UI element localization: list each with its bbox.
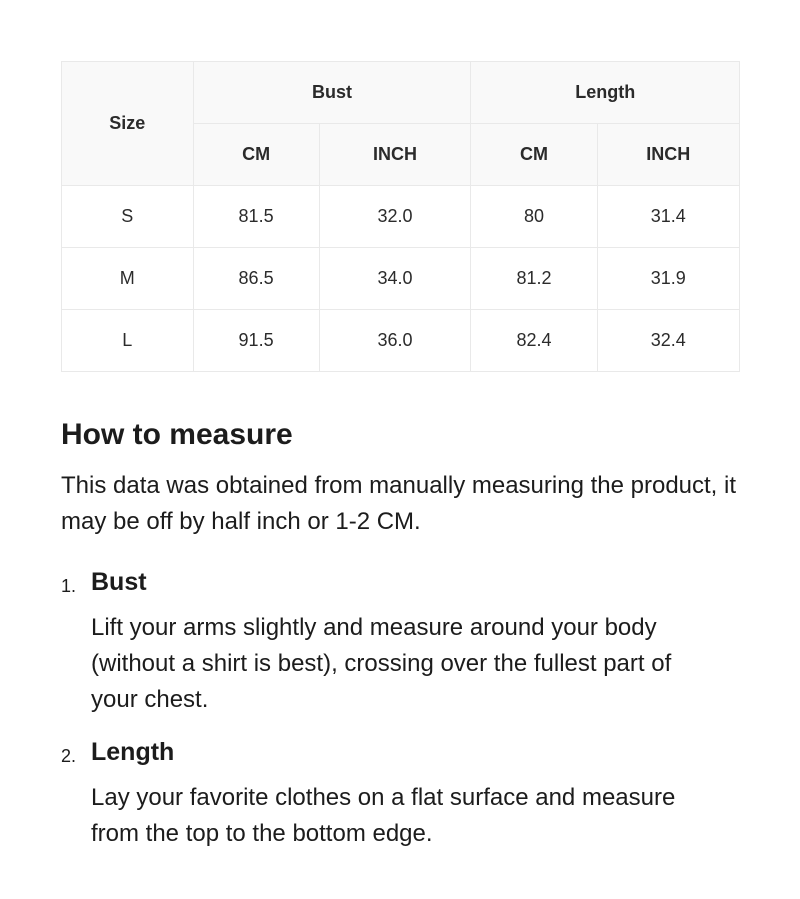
col-header-bust-inch: INCH xyxy=(319,124,471,186)
bust-cm-cell: 86.5 xyxy=(193,248,319,310)
size-cell: L xyxy=(62,310,194,372)
col-group-bust: Bust xyxy=(193,62,471,124)
col-header-bust-cm: CM xyxy=(193,124,319,186)
list-number: 2. xyxy=(61,746,77,766)
measure-intro-text: This data was obtained from manually measuring the product, it may be off by half inch or 1-2 CM. xyxy=(61,472,737,535)
list-term-row xyxy=(91,566,740,598)
length-inch-cell: 31.9 xyxy=(597,248,739,310)
list-item-length xyxy=(61,736,740,852)
how-to-measure-heading: How to measure xyxy=(61,418,293,451)
measure-instructions-list xyxy=(61,566,740,852)
bust-inch-cell: 36.0 xyxy=(319,310,471,372)
table-row-size-l xyxy=(62,310,740,372)
length-cm-cell: 80 xyxy=(471,186,597,248)
list-number: 1. xyxy=(61,576,77,596)
col-group-length: Length xyxy=(471,62,740,124)
bust-inch-cell: 34.0 xyxy=(319,248,471,310)
list-term-bust: Bust xyxy=(91,568,147,596)
bust-cm-cell: 91.5 xyxy=(193,310,319,372)
size-chart-table xyxy=(61,61,740,372)
size-cell: M xyxy=(62,248,194,310)
length-inch-cell: 32.4 xyxy=(597,310,739,372)
length-cm-cell: 81.2 xyxy=(471,248,597,310)
size-cell: S xyxy=(62,186,194,248)
list-description-bust: Lift your arms slightly and measure around your body (without a shirt is best), crossing over the fullest part of your chest. xyxy=(91,614,672,713)
table-header-group-row xyxy=(62,62,740,124)
col-header-length-cm: CM xyxy=(471,124,597,186)
length-cm-cell: 82.4 xyxy=(471,310,597,372)
list-item-bust xyxy=(61,566,740,718)
table-row-size-s xyxy=(62,186,740,248)
table-row-size-m xyxy=(62,248,740,310)
list-term-row xyxy=(91,736,740,768)
bust-inch-cell: 32.0 xyxy=(319,186,471,248)
col-header-size: Size xyxy=(62,62,194,186)
list-term-length: Length xyxy=(91,738,175,766)
length-inch-cell: 31.4 xyxy=(597,186,739,248)
bust-cm-cell: 81.5 xyxy=(193,186,319,248)
list-description-length: Lay your favorite clothes on a flat surface and measure from the top to the bottom edge. xyxy=(91,784,676,847)
col-header-length-inch: INCH xyxy=(597,124,739,186)
